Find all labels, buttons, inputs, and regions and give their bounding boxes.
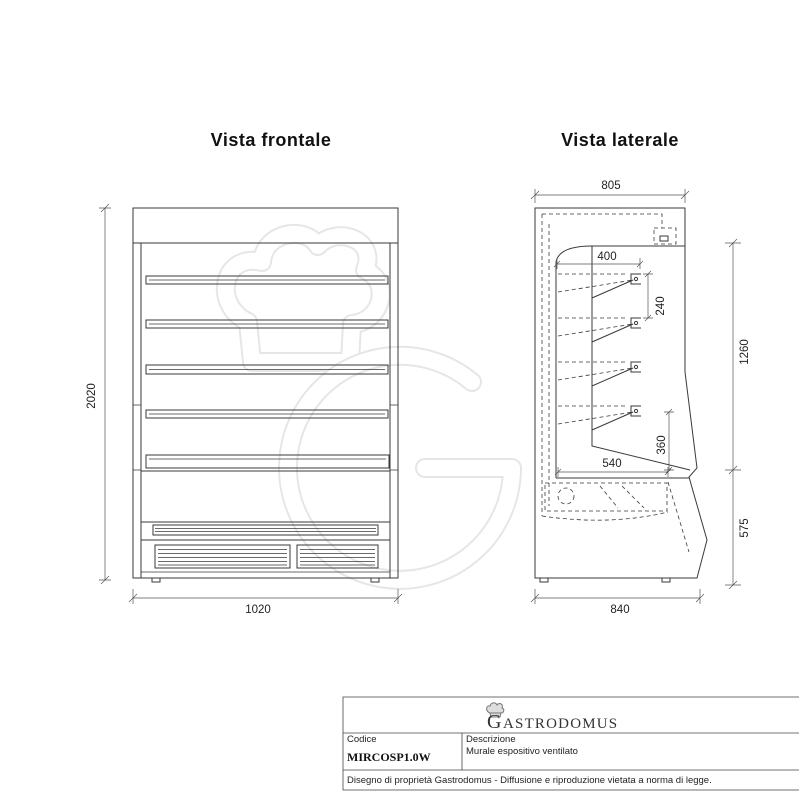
side-shelf-spacing-label: 240 xyxy=(655,296,667,316)
front-width-label: 1020 xyxy=(245,604,271,616)
code-value: MIRCOSP1.0W xyxy=(347,750,431,764)
brand-logo-name: ASTRODOMUS xyxy=(503,716,619,732)
description-value: Murale espositivo ventilato xyxy=(466,746,578,757)
side-upper-height-label: 1260 xyxy=(739,339,751,365)
side-deck-clearance-label: 360 xyxy=(656,435,668,455)
side-deck-depth-label: 540 xyxy=(602,458,622,470)
side-view-title: Vista laterale xyxy=(561,130,679,150)
code-label: Codice xyxy=(347,734,377,745)
front-height-label: 2020 xyxy=(86,383,98,409)
side-top-depth-label: 805 xyxy=(601,180,621,192)
description-label: Descrizione xyxy=(466,734,516,745)
side-shelf-depth-label: 400 xyxy=(597,251,617,263)
front-view-title: Vista frontale xyxy=(210,130,332,150)
brand-logo-initial: G xyxy=(487,711,502,733)
side-lower-height-label: 575 xyxy=(739,518,751,538)
side-bottom-depth-label: 840 xyxy=(610,604,630,616)
ownership-notice: Disegno di proprietà Gastrodomus - Diffusione e riproduzione vietata a norma di legge. xyxy=(347,775,712,786)
